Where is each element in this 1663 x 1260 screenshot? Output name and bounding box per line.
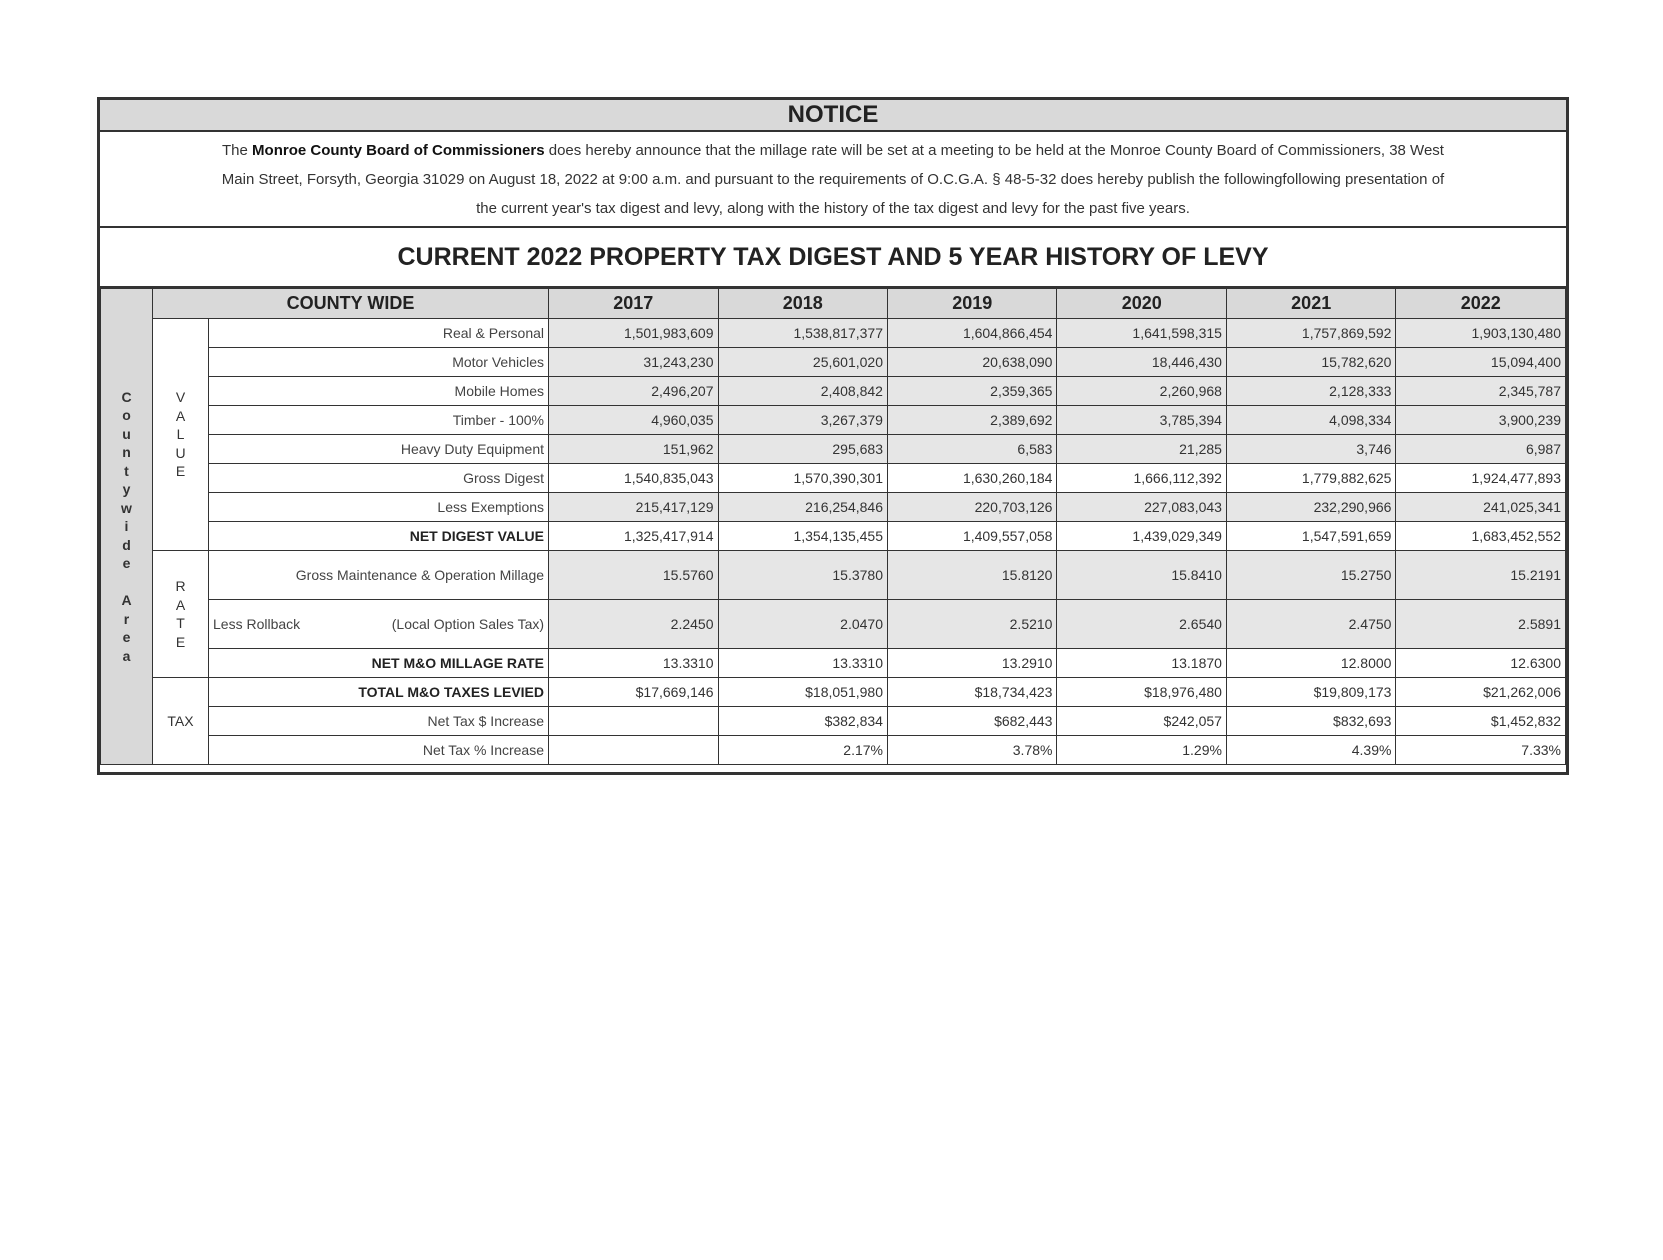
- group-label-tax: TAX: [153, 678, 209, 765]
- notice-title: NOTICE: [100, 100, 1566, 132]
- table-cell: 1,409,557,058: [887, 522, 1056, 551]
- notice-text-before: The: [222, 142, 253, 159]
- row-label: Mobile Homes: [209, 377, 549, 406]
- table-cell: 13.1870: [1057, 649, 1226, 678]
- table-cell: 1,666,112,392: [1057, 464, 1226, 493]
- table-cell: 1,683,452,552: [1396, 522, 1566, 551]
- table-row: [101, 319, 1566, 348]
- table-cell: 1,325,417,914: [549, 522, 718, 551]
- table-cell: 1,439,029,349: [1057, 522, 1226, 551]
- table-cell: 6,583: [887, 435, 1056, 464]
- table-cell: $18,734,423: [887, 678, 1056, 707]
- side-label-countywide-area: C o u n t y w i d e A r e a: [101, 289, 153, 765]
- table-cell: 1,604,866,454: [887, 319, 1056, 348]
- table-cell: 2,260,968: [1057, 377, 1226, 406]
- table-row: [101, 736, 1566, 765]
- table-cell: 21,285: [1057, 435, 1226, 464]
- table-row: [101, 493, 1566, 522]
- table-cell: 15.8410: [1057, 551, 1226, 600]
- table-row: [101, 435, 1566, 464]
- table-cell: 2,359,365: [887, 377, 1056, 406]
- table-cell: $17,669,146: [549, 678, 718, 707]
- row-label: NET DIGEST VALUE: [209, 522, 549, 551]
- notice-body: [100, 132, 1566, 228]
- table-cell: 2.5210: [887, 600, 1056, 649]
- table-cell: $382,834: [718, 707, 887, 736]
- table-cell: 1,570,390,301: [718, 464, 887, 493]
- table-cell: 13.3310: [549, 649, 718, 678]
- table-cell: 2.5891: [1396, 600, 1566, 649]
- table-cell: 2.4750: [1226, 600, 1395, 649]
- table-cell: 1,630,260,184: [887, 464, 1056, 493]
- table-row: [101, 522, 1566, 551]
- table-cell: 1,540,835,043: [549, 464, 718, 493]
- table-cell: 3,900,239: [1396, 406, 1566, 435]
- table-cell: 4.39%: [1226, 736, 1395, 765]
- row-label: Net Tax $ Increase: [209, 707, 549, 736]
- table-row: [101, 406, 1566, 435]
- table-cell: $18,976,480: [1057, 678, 1226, 707]
- rollback-label: Less Rollback: [213, 616, 301, 632]
- table-cell: 4,960,035: [549, 406, 718, 435]
- table-cell: 1,903,130,480: [1396, 319, 1566, 348]
- row-label-rollback: [209, 600, 549, 649]
- table-cell: 2,389,692: [887, 406, 1056, 435]
- table-cell: 3.78%: [887, 736, 1056, 765]
- digest-table: [100, 288, 1566, 765]
- table-cell: 1,547,591,659: [1226, 522, 1395, 551]
- table-cell: 151,962: [549, 435, 718, 464]
- table-cell: 12.8000: [1226, 649, 1395, 678]
- row-label: Heavy Duty Equipment: [209, 435, 549, 464]
- table-cell: 3,785,394: [1057, 406, 1226, 435]
- table-cell: 13.2910: [887, 649, 1056, 678]
- row-label: Gross Digest: [209, 464, 549, 493]
- table-row: [101, 377, 1566, 406]
- table-cell: 18,446,430: [1057, 348, 1226, 377]
- table-cell: 2.6540: [1057, 600, 1226, 649]
- year-header: 2020: [1057, 289, 1226, 319]
- table-cell: 2.2450: [549, 600, 718, 649]
- table-cell: 3,267,379: [718, 406, 887, 435]
- table-row: [101, 464, 1566, 493]
- table-cell: 241,025,341: [1396, 493, 1566, 522]
- table-cell: 2,408,842: [718, 377, 887, 406]
- table-cell: 15.8120: [887, 551, 1056, 600]
- table-cell: 1,501,983,609: [549, 319, 718, 348]
- group-label-rate: R A T E: [153, 551, 209, 678]
- table-cell: 2,345,787: [1396, 377, 1566, 406]
- group-label-value: V A L U E: [153, 319, 209, 551]
- table-row: [101, 678, 1566, 707]
- table-cell: 220,703,126: [887, 493, 1056, 522]
- table-row: [101, 707, 1566, 736]
- year-header: 2018: [718, 289, 887, 319]
- table-cell: $19,809,173: [1226, 678, 1395, 707]
- table-cell: 4,098,334: [1226, 406, 1395, 435]
- notice-org-name: Monroe County Board of Commissioners: [252, 142, 545, 159]
- table-cell: 15.3780: [718, 551, 887, 600]
- table-cell: 1,354,135,455: [718, 522, 887, 551]
- table-cell: $832,693: [1226, 707, 1395, 736]
- table-cell: 15.2750: [1226, 551, 1395, 600]
- table-row: [101, 600, 1566, 649]
- table-cell: 216,254,846: [718, 493, 887, 522]
- table-cell: 1,757,869,592: [1226, 319, 1395, 348]
- table-cell: 1.29%: [1057, 736, 1226, 765]
- notice-text-after: does hereby announce that the millage rate will be set at a meeting to be held at the Monroe County Board of Commissioners, 38 West Main Street, Forsyth, Georgia 31029 on August 18, 2022 at 9:00 a.m. and pursuant to the requirements of O.C.G.A. § 48-5-32 does hereby publish the followingfollowing presentation of the current year's tax digest and levy, along with the history of the tax digest and levy for the past five years.: [221, 142, 1445, 217]
- table-cell: 2.17%: [718, 736, 887, 765]
- row-label: TOTAL M&O TAXES LEVIED: [209, 678, 549, 707]
- table-cell: 7.33%: [1396, 736, 1566, 765]
- table-cell: 232,290,966: [1226, 493, 1395, 522]
- table-cell: $242,057: [1057, 707, 1226, 736]
- table-cell: 25,601,020: [718, 348, 887, 377]
- rollback-note: (Local Option Sales Tax): [391, 616, 545, 632]
- table-cell: 3,746: [1226, 435, 1395, 464]
- table-cell: 15,094,400: [1396, 348, 1566, 377]
- table-cell: 12.6300: [1396, 649, 1566, 678]
- table-cell: $682,443: [887, 707, 1056, 736]
- table-cell: 20,638,090: [887, 348, 1056, 377]
- table-cell: 15,782,620: [1226, 348, 1395, 377]
- table-cell: $18,051,980: [718, 678, 887, 707]
- row-label: Less Exemptions: [209, 493, 549, 522]
- table-cell: $21,262,006: [1396, 678, 1566, 707]
- page-title: CURRENT 2022 PROPERTY TAX DIGEST AND 5 YEAR HISTORY OF LEVY: [100, 228, 1566, 288]
- table-cell: [549, 707, 718, 736]
- row-label: Net Tax % Increase: [209, 736, 549, 765]
- row-label: Motor Vehicles: [209, 348, 549, 377]
- table-cell: 215,417,129: [549, 493, 718, 522]
- table-row: [101, 649, 1566, 678]
- table-cell: 15.2191: [1396, 551, 1566, 600]
- table-row: [101, 348, 1566, 377]
- table-cell: 1,641,598,315: [1057, 319, 1226, 348]
- row-label: Timber - 100%: [209, 406, 549, 435]
- table-cell: 13.3310: [718, 649, 887, 678]
- tax-notice-sheet: [97, 97, 1569, 775]
- row-label: NET M&O MILLAGE RATE: [209, 649, 549, 678]
- year-header: 2021: [1226, 289, 1395, 319]
- county-wide-header: COUNTY WIDE: [153, 289, 549, 319]
- table-cell: 295,683: [718, 435, 887, 464]
- row-label: Gross Maintenance & Operation Millage: [209, 551, 549, 600]
- header-row: [101, 289, 1566, 319]
- table-row: [101, 551, 1566, 600]
- table-cell: 15.5760: [549, 551, 718, 600]
- table-cell: 227,083,043: [1057, 493, 1226, 522]
- table-cell: 2,496,207: [549, 377, 718, 406]
- table-cell: 1,779,882,625: [1226, 464, 1395, 493]
- year-header: 2017: [549, 289, 718, 319]
- table-cell: 1,538,817,377: [718, 319, 887, 348]
- year-header: 2019: [887, 289, 1056, 319]
- table-cell: $1,452,832: [1396, 707, 1566, 736]
- table-cell: 31,243,230: [549, 348, 718, 377]
- table-cell: [549, 736, 718, 765]
- table-cell: 2.0470: [718, 600, 887, 649]
- year-header: 2022: [1396, 289, 1566, 319]
- table-cell: 2,128,333: [1226, 377, 1395, 406]
- table-cell: 6,987: [1396, 435, 1566, 464]
- table-cell: 1,924,477,893: [1396, 464, 1566, 493]
- row-label: Real & Personal: [209, 319, 549, 348]
